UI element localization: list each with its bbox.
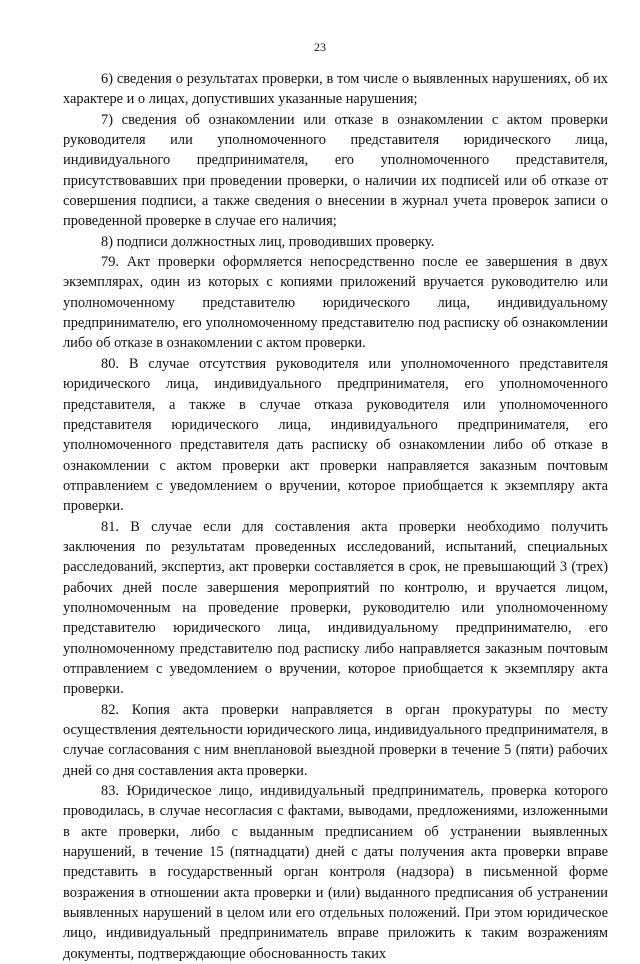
paragraph-item-8: 8) подписи должностных лиц, проводивших проверку.: [101, 233, 435, 250]
paragraph-item-7: 7) сведения об ознакомлении или отказе в ознакомлении с актом проверки руководителя или уполномоченного представителя юридического лица, индивидуального предпринимателя, его уполномоченного представителя, присутствовавших при проведении проверки, о наличии их подписей или об отказе от совершения подписи, а также сведения о внесении в журнал учета проверок записи о проведенной проверке в случае его наличия;: [63, 111, 608, 230]
paragraph-83: 83. Юридическое лицо, индивидуальный предприниматель, проверка которого проводилась, в случае несогласия с фактами, выводами, предложениями, изложенными в акте проверки, либо с выданным предписанием об устранении выявленных нарушений, в течение 15 (пятнадцати) дней с даты получения акта проверки вправе представить в государственный орган контроля (надзора) в письменной форме возражения в отношении акта проверки и (или) выданного предписания об устранении выявленных нарушений в целом или его отдельных положений. При этом юридическое лицо, индивидуальный предприниматель вправе приложить к таким возражениям документы, подтверждающие обоснованность таких: [63, 783, 608, 962]
document-body: [63, 69, 608, 964]
paragraph-81: 81. В случае если для составления акта проверки необходимо получить заключения по результатам проведенных исследований, испытаний, специальных расследований, экспертиз, акт проверки составляется в срок, не превышающий 3 (трех) рабочих дней после завершения мероприятий по контролю, и вручается лицом, уполномоченным на проведение проверки, руководителю или уполномоченному представителю юридического лица, индивидуальному предпринимателю, его уполномоченному представителю под расписку либо направляется заказным почтовым отправлением с уведомлением о вручении, которое приобщается к экземпляру акта проверки.: [63, 518, 608, 698]
paragraph-80: 80. В случае отсутствия руководителя или уполномоченного представителя юридического лица, индивидуального предпринимателя, его уполномоченного представителя, а также в случае отказа руководителя или уполномоченного представителя юридического лица, индивидуального предпринимателя, его уполномоченного представителя дать расписку об ознакомлении либо об отказе в ознакомлении с актом проверки акт проверки направляется заказным почтовым отправлением с уведомлением о вручении, которое приобщается к экземпляру акта проверки.: [63, 355, 608, 515]
paragraph-79: 79. Акт проверки оформляется непосредственно после ее завершения в двух экземплярах, один из которых с копиями приложений вручается руководителю или уполномоченному представителю юридического лица, индивидуальному предпринимателю, его уполномоченному представителю под расписку об ознакомлении либо об отказе в ознакомлении с актом проверки.: [63, 254, 608, 352]
paragraph-82: 82. Копия акта проверки направляется в орган прокуратуры по месту осуществления деятельности юридического лица, индивидуального предпринимателя, в случае согласования с ним внеплановой выездной проверки в течение 5 (пяти) рабочих дней со дня составления акта проверки.: [63, 701, 608, 779]
page-number: 23: [314, 40, 326, 54]
paragraph-item-6: 6) сведения о результатах проверки, в том числе о выявленных нарушениях, об их характере и о лицах, допустивших указанные нарушения;: [63, 71, 608, 108]
